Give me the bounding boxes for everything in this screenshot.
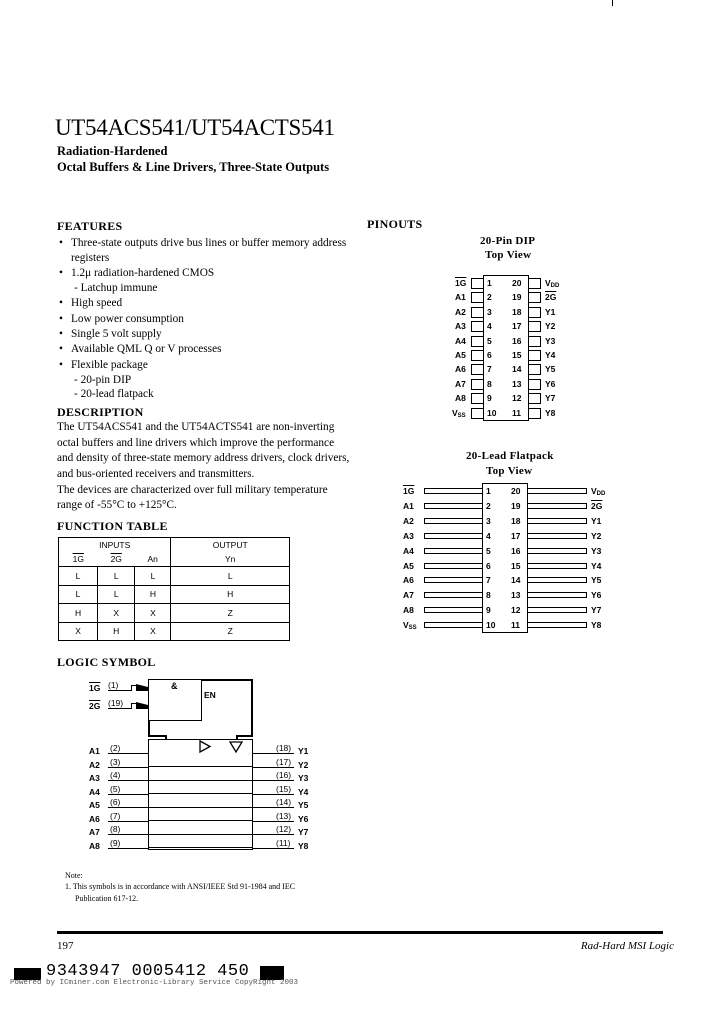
flatpack-pin-number: 19 xyxy=(511,500,521,511)
table-row xyxy=(59,604,290,623)
flatpack-lead xyxy=(527,563,587,569)
pin-number: (1) xyxy=(108,680,119,690)
dip-pin-number: 10 xyxy=(487,407,497,418)
credit-line: Powered by ICminer.com Electronic-Library Service CopyRight 2003 xyxy=(10,979,299,987)
dip-pin xyxy=(528,292,541,303)
flatpack-pin-label: A6 xyxy=(403,575,414,586)
description-line: range of -55°C to +125°C. xyxy=(57,499,177,511)
flatpack-pin-label: Y1 xyxy=(591,515,602,526)
flatpack-pin-label: Y5 xyxy=(591,575,602,586)
flatpack-pin-number: 2 xyxy=(486,500,491,511)
pin-number: (12) xyxy=(276,824,292,834)
flatpack-lead xyxy=(424,577,483,583)
table-cell: L xyxy=(98,585,135,604)
flatpack-pin-number: 14 xyxy=(511,575,521,586)
dip-pin-label: A4 xyxy=(455,335,466,346)
flatpack-pin-number: 1 xyxy=(486,486,491,496)
flatpack-pin-label: Y6 xyxy=(591,590,602,601)
dip-pin-number: 17 xyxy=(512,321,522,332)
dip-pin xyxy=(471,379,484,390)
output-label: Y5 xyxy=(298,800,309,810)
flatpack-title: 20-Lead Flatpack xyxy=(466,450,554,462)
wire xyxy=(108,821,149,822)
dip-pin-label: A7 xyxy=(455,378,466,389)
output-label: Y8 xyxy=(298,840,309,851)
dip-pin xyxy=(528,278,541,289)
function-table xyxy=(58,537,290,641)
dip-pin-number: 4 xyxy=(487,321,492,332)
dip-pin-label: Y7 xyxy=(545,393,556,404)
table-cell: Z xyxy=(171,622,290,641)
table-cell: H xyxy=(59,604,98,623)
flatpack-lead xyxy=(424,518,483,524)
flatpack-pin-label: A4 xyxy=(403,545,414,556)
dip-pin xyxy=(528,321,541,332)
inputs-header: INPUTS xyxy=(59,538,171,553)
dip-pin-label: A1 xyxy=(455,292,466,303)
row-divider xyxy=(148,834,253,835)
column-header: An xyxy=(135,552,171,567)
flatpack-pin-label: A1 xyxy=(403,500,414,511)
feature-item: • Single 5 volt supply xyxy=(71,328,162,340)
table-row xyxy=(59,622,290,641)
table-cell: L xyxy=(98,567,135,586)
flatpack-pin-label: 1G xyxy=(403,486,415,496)
column-header: 2G xyxy=(98,552,135,567)
table-cell: X xyxy=(135,604,171,623)
dip-pin xyxy=(471,336,484,347)
row-divider xyxy=(148,807,253,808)
barcode-number: 9343947 0005412 450 xyxy=(46,962,250,981)
wire xyxy=(148,720,150,736)
wire xyxy=(252,848,294,849)
dip-pin-number: 7 xyxy=(487,364,492,375)
flatpack-lead xyxy=(527,503,587,509)
logic-symbol-heading: LOGIC SYMBOL xyxy=(57,655,156,669)
flatpack-lead xyxy=(527,607,587,613)
wire xyxy=(108,780,149,781)
wire xyxy=(108,767,149,768)
dip-pin-number: 6 xyxy=(487,350,492,360)
output-label: Y3 xyxy=(298,773,309,783)
flatpack-pin-label: VDD xyxy=(591,486,606,497)
dip-pin-label: Y8 xyxy=(545,407,556,418)
flatpack-pin-label: Y8 xyxy=(591,620,602,631)
dip-pin-number: 12 xyxy=(512,393,522,404)
wire xyxy=(108,834,149,835)
flatpack-pin-number: 6 xyxy=(486,560,491,571)
table-row xyxy=(59,585,290,604)
flatpack-pin-label: A8 xyxy=(403,605,414,616)
flatpack-pin-label: Y4 xyxy=(591,560,602,571)
dip-pin xyxy=(471,393,484,404)
pin-number: (19) xyxy=(108,698,124,708)
feature-item: - Latchup immune xyxy=(74,282,158,294)
flatpack-lead xyxy=(424,622,483,628)
features-heading: FEATURES xyxy=(57,219,123,233)
wire xyxy=(108,848,149,849)
wire xyxy=(252,807,294,808)
flatpack-pin-number: 3 xyxy=(486,515,491,526)
dip-pin xyxy=(471,278,484,289)
dip-pin-label: Y2 xyxy=(545,321,556,332)
output-label: Y1 xyxy=(298,746,309,756)
negation-triangle-icon xyxy=(136,702,148,709)
pin-number: (4) xyxy=(110,770,121,780)
feature-item: - 20-lead flatpack xyxy=(74,388,154,400)
column-header: Yn xyxy=(171,552,290,567)
dip-pin-number: 18 xyxy=(512,306,522,317)
en-label: EN xyxy=(204,690,216,700)
dip-pin-label: Y3 xyxy=(545,335,556,346)
enable-label: 2G xyxy=(89,701,101,711)
flatpack-lead xyxy=(424,563,483,569)
wire xyxy=(108,753,149,754)
dip-pin xyxy=(528,350,541,361)
flatpack-lead xyxy=(527,518,587,524)
pin-number: (6) xyxy=(110,797,121,807)
subtitle: Radiation-Hardened xyxy=(57,144,168,158)
flatpack-pin-number: 8 xyxy=(486,590,491,601)
flatpack-pin-label: A7 xyxy=(403,590,414,601)
input-label: A8 xyxy=(89,840,100,851)
input-label: A5 xyxy=(89,800,100,810)
input-label: A7 xyxy=(89,827,100,837)
row-divider xyxy=(148,820,253,821)
flatpack-pin-number: 18 xyxy=(511,515,521,526)
output-label: Y4 xyxy=(298,786,309,797)
dip-pin-label: Y5 xyxy=(545,364,556,375)
description-line: octal buffers and line drivers which improve the performance xyxy=(57,437,335,449)
flatpack-pin-number: 12 xyxy=(511,605,521,616)
wire xyxy=(108,690,132,691)
table-cell: L xyxy=(171,567,290,586)
wire xyxy=(236,735,252,737)
row-divider xyxy=(148,766,253,767)
input-label: A3 xyxy=(89,773,100,783)
pin-number: (5) xyxy=(110,783,121,794)
table-cell: X xyxy=(135,622,171,641)
row-divider xyxy=(148,793,253,794)
column-header: 1G xyxy=(59,552,98,567)
dip-pin-label: A2 xyxy=(455,306,466,317)
note-text: 1. This symbols is in accordance with ANSI/IEEE Std 91-1984 and IEC xyxy=(65,882,296,891)
feature-item: - 20-pin DIP xyxy=(74,374,132,386)
pin-number: (7) xyxy=(110,810,121,821)
table-cell: X xyxy=(98,604,135,623)
wire xyxy=(252,821,294,822)
dip-pin-label: Y6 xyxy=(545,378,556,389)
flatpack-pin-label: A3 xyxy=(403,530,414,541)
description-heading: DESCRIPTION xyxy=(57,405,144,419)
table-cell: H xyxy=(171,585,290,604)
input-label: A6 xyxy=(89,813,100,824)
pin-number: (3) xyxy=(110,756,121,767)
flatpack-pin-number: 5 xyxy=(486,545,491,556)
wire xyxy=(252,834,294,835)
table-cell: H xyxy=(135,585,171,604)
and-label: & xyxy=(171,681,178,691)
page-number: 197 xyxy=(57,940,74,952)
flatpack-pin-label: A5 xyxy=(403,560,414,571)
dip-pin xyxy=(471,321,484,332)
feature-item: • Available QML Q or V processes xyxy=(71,343,222,355)
flatpack-lead xyxy=(527,577,587,583)
dip-pin xyxy=(528,364,541,375)
flatpack-lead xyxy=(527,548,587,554)
buffer-tristate-symbols xyxy=(198,740,248,754)
dip-pin xyxy=(528,408,541,419)
dip-pin-label: Y1 xyxy=(545,306,556,317)
flatpack-pin-number: 4 xyxy=(486,530,491,541)
pin-number: (9) xyxy=(110,837,121,848)
dip-title: 20-Pin DIP xyxy=(480,235,536,247)
flatpack-pin-label: A2 xyxy=(403,515,414,526)
dip-pin-number: 5 xyxy=(487,335,492,346)
feature-item: • Low power consumption xyxy=(71,313,184,325)
function-table-heading: FUNCTION TABLE xyxy=(57,519,168,533)
flatpack-lead xyxy=(527,592,587,598)
flatpack-pin-number: 9 xyxy=(486,605,491,616)
pin-number: (2) xyxy=(110,743,121,753)
dip-pin-number: 1 xyxy=(487,278,492,288)
flatpack-subtitle: Top View xyxy=(486,465,533,477)
table-cell: Z xyxy=(171,604,290,623)
description-line: and bus-oriented receivers and transmitters. xyxy=(57,468,255,480)
feature-item: • Flexible package xyxy=(71,359,148,371)
dip-pin xyxy=(528,307,541,318)
flatpack-lead xyxy=(424,607,483,613)
wire xyxy=(108,708,132,709)
dip-pin-label: VSS xyxy=(452,407,466,419)
wire xyxy=(252,780,294,781)
dip-pin xyxy=(528,379,541,390)
flatpack-pin-number: 7 xyxy=(486,575,491,586)
flatpack-pin-number: 13 xyxy=(511,590,521,601)
enable-label: 1G xyxy=(89,683,101,693)
dip-pin-label: Y4 xyxy=(545,350,556,360)
dip-pin-number: 8 xyxy=(487,378,492,389)
feature-item: • High speed xyxy=(71,297,122,309)
flatpack-pin-label: VSS xyxy=(403,620,417,632)
flatpack-pin-label: Y2 xyxy=(591,530,602,541)
dip-pin xyxy=(471,408,484,419)
flatpack-pin-label: Y3 xyxy=(591,545,602,556)
wire xyxy=(201,679,253,681)
input-label: A2 xyxy=(89,759,100,770)
flatpack-pin-number: 20 xyxy=(511,486,521,496)
table-cell: H xyxy=(98,622,135,641)
wire xyxy=(251,679,253,737)
wire xyxy=(252,794,294,795)
description-line: The UT54ACS541 and the UT54ACTS541 are non-inverting xyxy=(57,421,335,433)
flatpack-pin-number: 10 xyxy=(486,620,496,631)
dip-pin-label: A8 xyxy=(455,393,466,404)
dip-pin xyxy=(471,307,484,318)
output-header: OUTPUT xyxy=(171,538,290,553)
dip-pin-number: 15 xyxy=(512,350,522,360)
table-cell: L xyxy=(135,567,171,586)
dip-pin-number: 16 xyxy=(512,335,522,346)
flatpack-lead xyxy=(424,548,483,554)
dip-pin-number: 13 xyxy=(512,378,522,389)
row-divider xyxy=(148,780,253,781)
flatpack-lead xyxy=(424,488,483,494)
flatpack-lead xyxy=(527,488,587,494)
flatpack-pin-label: 2G xyxy=(591,500,603,511)
dip-pin xyxy=(471,350,484,361)
input-label: A4 xyxy=(89,786,100,797)
dip-pin-label: A5 xyxy=(455,350,466,360)
wire xyxy=(148,735,166,737)
table-row xyxy=(59,567,290,586)
output-label: Y2 xyxy=(298,759,309,770)
wire xyxy=(108,807,149,808)
dip-pin-label: A6 xyxy=(455,364,466,375)
dip-pin-number: 9 xyxy=(487,393,492,404)
pin-number: (14) xyxy=(276,797,292,807)
note-heading: Note: xyxy=(65,871,83,880)
dip-pin-number: 19 xyxy=(512,292,522,303)
table-cell: X xyxy=(59,622,98,641)
dip-pin-number: 14 xyxy=(512,364,522,375)
dip-pin-number: 2 xyxy=(487,292,492,303)
corner-mark xyxy=(612,0,613,6)
section-name: Rad-Hard MSI Logic xyxy=(580,940,674,952)
wire xyxy=(252,753,294,754)
pin-number: (16) xyxy=(276,770,292,780)
pin-number: (8) xyxy=(110,824,121,834)
flatpack-lead xyxy=(527,533,587,539)
output-label: Y6 xyxy=(298,813,309,824)
output-label: Y7 xyxy=(298,827,309,837)
barcode-block xyxy=(260,966,284,980)
footer-rule xyxy=(57,931,663,934)
subtitle: Octal Buffers & Line Drivers, Three-State Outputs xyxy=(57,160,330,174)
feature-item: • Three-state outputs drive bus lines or buffer memory address xyxy=(71,237,346,249)
dip-pin-label: A3 xyxy=(455,321,466,332)
wire xyxy=(252,767,294,768)
dip-pin xyxy=(471,364,484,375)
dip-pin-label: 1G xyxy=(455,278,467,288)
dip-pin-number: 20 xyxy=(512,278,522,288)
dip-pin-number: 11 xyxy=(512,407,521,418)
dip-pin xyxy=(471,292,484,303)
dip-subtitle: Top View xyxy=(485,249,532,261)
description-line: The devices are characterized over full military temperature xyxy=(57,484,328,496)
description-line: and density of three-state memory address drivers, clock drivers, xyxy=(57,452,350,464)
note-text: Publication 617-12. xyxy=(75,894,139,903)
table-cell: L xyxy=(59,567,98,586)
dip-pin xyxy=(528,336,541,347)
flatpack-lead xyxy=(424,503,483,509)
feature-item: registers xyxy=(71,252,110,264)
pin-number: (13) xyxy=(276,810,292,821)
flatpack-lead xyxy=(424,592,483,598)
pin-number: (15) xyxy=(276,783,292,794)
flatpack-pin-number: 16 xyxy=(511,545,521,556)
pinouts-heading: PINOUTS xyxy=(367,217,423,231)
row-divider xyxy=(148,847,253,848)
flatpack-lead xyxy=(424,533,483,539)
pin-number: (11) xyxy=(276,837,291,848)
flatpack-pin-number: 11 xyxy=(511,620,520,631)
flatpack-pin-label: Y7 xyxy=(591,605,602,616)
flatpack-pin-number: 17 xyxy=(511,530,521,541)
flatpack-lead xyxy=(527,622,587,628)
negation-triangle-icon xyxy=(136,684,148,691)
dip-pin-number: 3 xyxy=(487,306,492,317)
dip-pin xyxy=(528,393,541,404)
input-label: A1 xyxy=(89,746,100,756)
table-cell: L xyxy=(59,585,98,604)
document-title: UT54ACS541/UT54ACTS541 xyxy=(55,115,335,140)
flatpack-pin-number: 15 xyxy=(511,560,521,571)
dip-pin-label: VDD xyxy=(545,278,560,289)
pin-number: (17) xyxy=(276,756,292,767)
feature-item: • 1.2μ radiation-hardened CMOS xyxy=(71,267,214,279)
dip-pin-label: 2G xyxy=(545,292,557,303)
wire xyxy=(108,794,149,795)
pin-number: (18) xyxy=(276,743,292,753)
